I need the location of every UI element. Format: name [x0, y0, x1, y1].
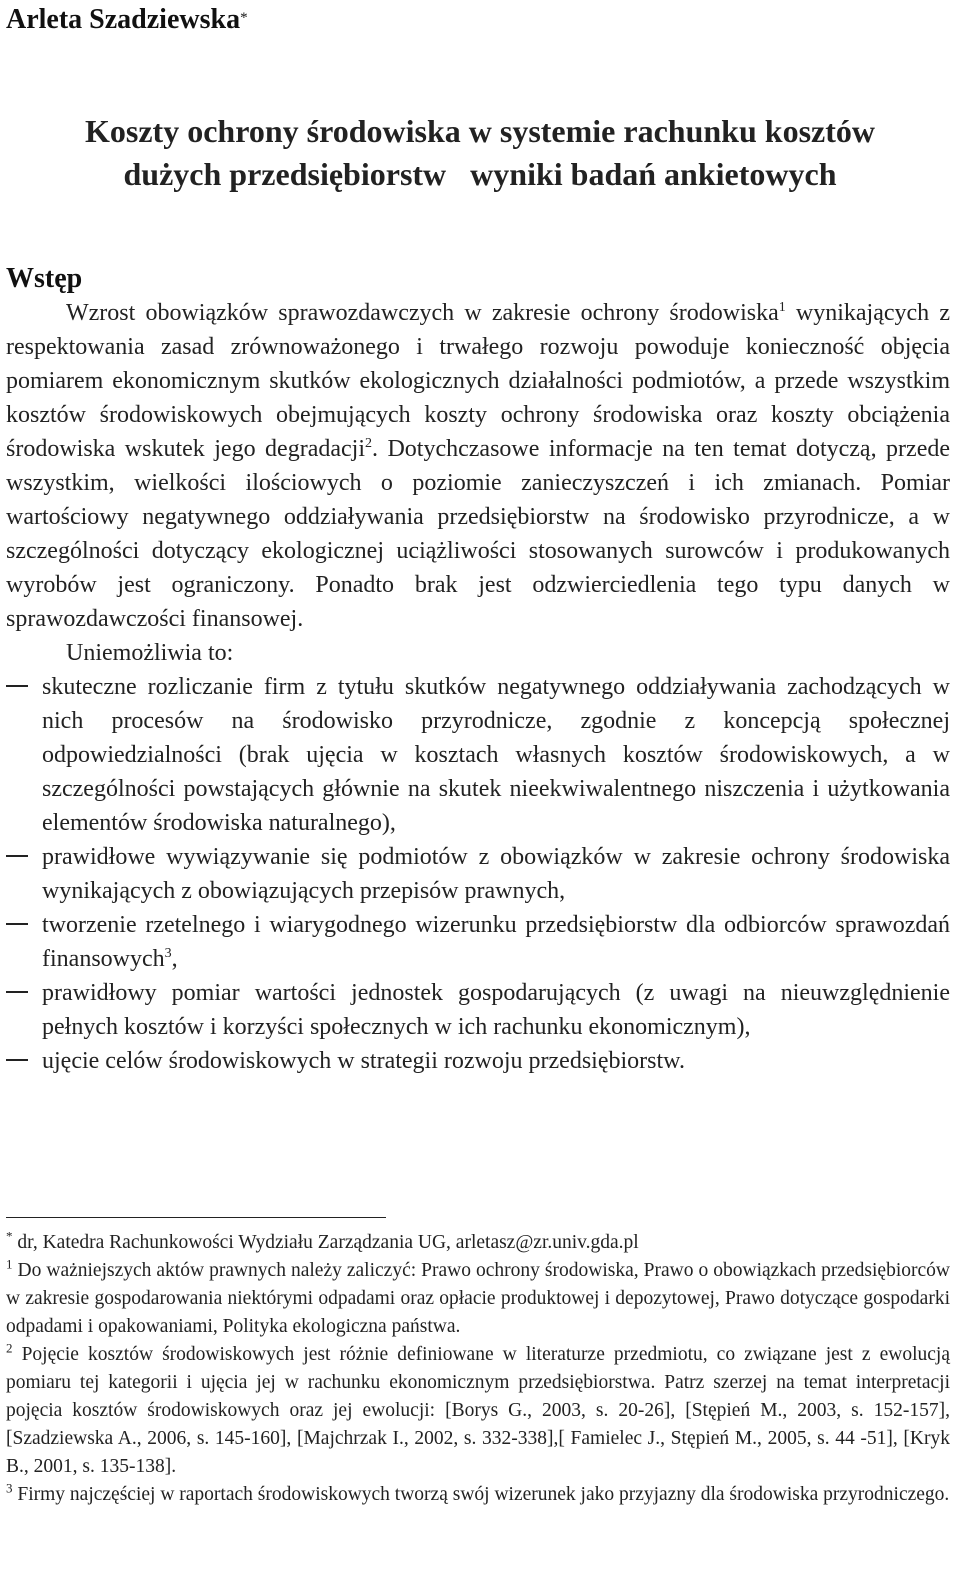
- dash-bullet-icon: [6, 991, 28, 993]
- section-heading: Wstęp: [6, 263, 83, 294]
- author-name: [6, 0, 248, 40]
- intro-paragraph: [6, 296, 950, 636]
- footnote-ref-2: 2: [364, 436, 372, 451]
- paper-title: [0, 110, 960, 196]
- footnote-mark: 2: [6, 1340, 13, 1356]
- footnote: [6, 1229, 950, 1257]
- list-item: [6, 908, 950, 976]
- footnote-text: Firmy najczęściej w raportach środowiskowych tworzą swój wizerunek jako przyjazny dla środowiska przyrodniczego.: [12, 1484, 950, 1505]
- bullet-list: [6, 670, 950, 1078]
- list-item-text: skuteczne rozliczanie firm z tytułu skutków negatywnego oddziaływania zachodzących w nich procesów na środowisko przyrodnicze, zgodnie z koncepcją społecznej odpowiedzialności (brak ujęcia w kosztach własnych kosztów środowiskowych, a w szczególności powstających głównie na skutek nieekwiwalentnego niszczenia i użytkowania elementów środowiska naturalnego),: [42, 674, 950, 836]
- footnote-text: Pojęcie kosztów środowiskowych jest różnie definiowane w literaturze przedmiotu, co związane jest z ewolucją pomiaru tej kategorii i ujęcia jej w rachunku ekonomicznym przedsiębiorstwa. Patrz szerzej na temat interpretacji pojęcia kosztów środowiskowych oraz jej ewolucji: [Borys G., 2003, s. 20-26], [Stępień M., 2003, s. 152-157], [Szadziewska A., 2006, s. 145-160], [Majchrzak I., 2002, s. 332-338],[ Famielec J., Stępień M., 2005, s. 44 -51], [Kryk B., 2001, s. 135-138].: [6, 1344, 950, 1477]
- author-footnote-mark: *: [240, 10, 248, 26]
- dash-bullet-icon: [6, 685, 28, 687]
- paper-title-line-1: Koszty ochrony środowiska w systemie rachunku kosztów: [85, 113, 875, 149]
- footnote: [6, 1341, 950, 1481]
- footnote-text: Do ważniejszych aktów prawnych należy zaliczyć: Prawo ochrony środowiska, Prawo o obowiązkach przedsiębiorców w zakresie gospodarowania niektórymi odpadami oraz opłacie produktowej i depozytowej, Prawo dotyczące gospodarki odpadami i opakowaniami, Polityka ekologiczna państwa.: [6, 1260, 950, 1337]
- list-item-tail: ,: [171, 946, 178, 972]
- body-text: [6, 296, 950, 1078]
- dash-bullet-icon: [6, 923, 28, 925]
- list-item-text: prawidłowe wywiązywanie się podmiotów z obowiązków w zakresie ochrony środowiska wynikających z obowiązujących przepisów prawnych,: [42, 844, 950, 904]
- list-item-text: tworzenie rzetelnego i wiarygodnego wizerunku przedsiębiorstw dla odbiorców sprawozdań finansowych: [42, 912, 950, 972]
- footnote: [6, 1257, 950, 1341]
- list-item-text: ujęcie celów środowiskowych w strategii rozwoju przedsiębiorstw.: [42, 1048, 685, 1074]
- paragraph-text-2: wynikających z respektowania zasad zrównoważonego i trwałego rozwoju powoduje konieczność objęcia pomiarem ekonomicznym skutków ekologicznych działalności podmiotów, a przede wszystkim kosztów środowiskowych obejmujących koszty ochrony środowiska oraz koszty obciążenia środowiska wskutek jego degradacji: [6, 300, 950, 462]
- footnote: [6, 1481, 950, 1509]
- paper-title-line-2: dużych przedsiębiorstw wyniki badań ankietowych: [123, 156, 837, 192]
- footnote-ref-3: 3: [164, 946, 172, 961]
- footnote-text: dr, Katedra Rachunkowości Wydziału Zarządzania UG, arletasz@zr.univ.gda.pl: [12, 1232, 639, 1253]
- footnote-mark: 3: [6, 1480, 13, 1496]
- list-item: [6, 1044, 950, 1078]
- list-intro: Uniemożliwia to:: [66, 640, 234, 666]
- list-item: [6, 840, 950, 908]
- paragraph-text-3: . Dotychczasowe informacje na ten temat dotyczą, przede wszystkim, wielkości ilościowych o poziomie zanieczyszczeń i ich zmianach. Pomiar wartościowy negatywnego oddziaływania przedsiębiorstw na środowisko przyrodnicze, a w szczególności dotyczący ekologicznej uciążliwości stosowanych surowców i produkowanych wyrobów jest ograniczony. Ponadto brak jest odzwierciedlenia tego typu danych w sprawozdawczości finansowej.: [6, 436, 950, 632]
- paragraph-text-1: Wzrost obowiązków sprawozdawczych w zakresie ochrony środowiska: [66, 300, 779, 326]
- dash-bullet-icon: [6, 1059, 28, 1061]
- list-item-text: prawidłowy pomiar wartości jednostek gospodarujących (z uwagi na nieuwzględnienie pełnych kosztów i korzyści społecznych w ich rachunku ekonomicznym),: [42, 980, 950, 1040]
- author-name-text: Arleta Szadziewska: [6, 4, 241, 35]
- footnote-separator: [6, 1217, 386, 1218]
- dash-bullet-icon: [6, 855, 28, 857]
- list-item: [6, 976, 950, 1044]
- footnote-mark: *: [6, 1228, 13, 1244]
- footnote-ref-1: 1: [778, 300, 786, 315]
- list-item: [6, 670, 950, 840]
- footnotes: [6, 1229, 950, 1509]
- footnote-mark: 1: [6, 1256, 13, 1272]
